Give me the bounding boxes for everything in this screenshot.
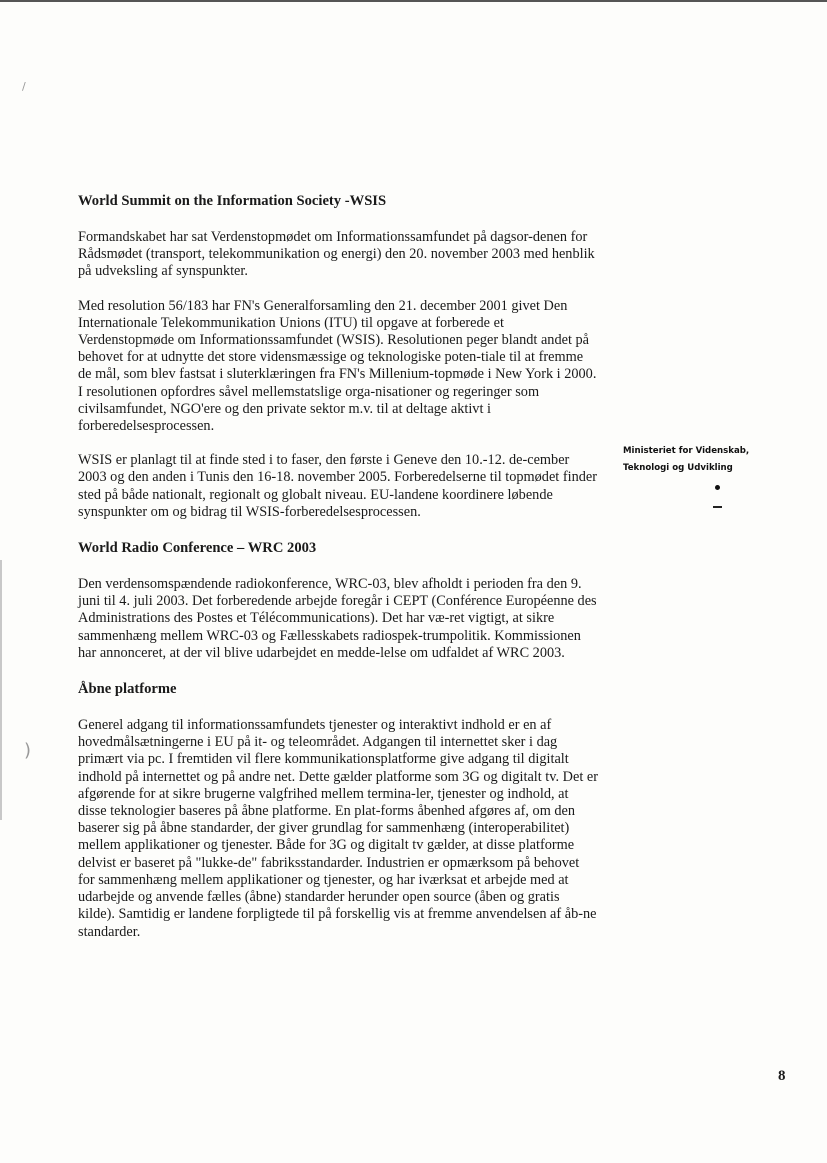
section-wrc [78, 538, 598, 662]
ministry-name-line: Ministeriet for Videnskab, [623, 446, 750, 456]
top-rule [0, 0, 827, 2]
bullet-mark [715, 485, 720, 490]
paragraph: Med resolution 56/183 har FN's Generalforsamling den 21. december 2001 givet Den Internationale Telekommunikation Unions (ITU) til opgave at forberede et Verdenstopmøde om Informationssamfundet (WSIS). Resolutionen peger blandt andet på behovet for at udnytte det store vidensmæssige og teknologiske poten-tiale til at fremme de mål, som blev fastsat i sluterklæringen fra FN's Millenium-topmøde i New York i 2000. I resolutionen opfordres såvel mellemstatslige orga-nisationer og regeringer som civilsamfundet, NGO'ere og den private sektor m.v. til at deltage aktivt i forberedelsesprocessen. [78, 297, 597, 435]
section-heading: Åbne platforme [78, 681, 177, 698]
section-wsis [78, 191, 598, 521]
page-number: 8 [778, 1068, 786, 1084]
section-heading: World Summit on the Information Society -WSIS [78, 193, 387, 209]
scan-mark: / [22, 80, 26, 93]
scan-mark: ) [24, 740, 32, 761]
ministry-sidebar [623, 443, 813, 477]
ministry-name-line: Teknologi og Udvikling [623, 463, 733, 473]
paragraph: Generel adgang til informationssamfundets tjenester og interaktivt indhold er en af hovedmålsætningerne i EU på it- og teleområdet. Adgangen til internettet sker i dag primært via pc. I fremtiden vil flere kommunikationsplatforme give adgang til digitalt indhold på internettet og på andre net. Dette gælder platforme som 3G og digitalt tv. Det er afgørende for at sikre brugerne valgfrihed mellem termina-ler, tjenester og indhold, at disse teknologier baseres på åbne platforme. En plat-forms åbenhed afgøres af, om den baserer sig på åbne standarder, der giver grundlag for sammenhæng (interoperabilitet) mellem applikationer og tjenester. Både for 3G og digitalt tv gælder, at disse platforme delvist er baseret på "lukke-de" fabriksstandarder. Industrien er opmærksom på behovet for sammenhæng mellem applikationer og tjenester, og har iværksat et arbejde med at udarbejde og anvende fælles (åbne) standarder herunder open source (åben og gratis kilde). Samtidig er landene forpligtede til på forskellig vis at fremme anvendelsen af åb-ne standarder. [78, 717, 598, 940]
paragraph: Den verdensomspændende radiokonference, WRC-03, blev afholdt i perioden fra den 9. juni til 4. juli 2003. Det forberedende arbejde foregår i CEPT (Conférence Européenne des Administrations des Postes et Télécommunications). Det har væ-ret vigtigt, at sikre sammenhæng mellem WRC-03 og Fællesskabets radiospek-trumpolitik. Kommissionen har annonceret, at der vil blive udarbejdet en medde-lelse om udfaldet af WRC 2003. [78, 576, 597, 661]
dash-mark [713, 506, 722, 508]
section-open-platforms [78, 679, 598, 941]
document-body [78, 191, 598, 941]
section-heading: World Radio Conference – WRC 2003 [78, 540, 317, 557]
scan-edge-shadow [0, 560, 2, 820]
paragraph: Formandskabet har sat Verdenstopmødet om Informationssamfundet på dagsor-denen for Rådsmødet (transport, telekommunikation og energi) den 20. november 2003 med henblik på udveksling af synspunkter. [78, 229, 595, 280]
paragraph: WSIS er planlagt til at finde sted i to faser, den første i Geneve den 10.-12. de-cember 2003 og den anden i Tunis den 16-18. november 2005. Forberedelserne til topmødet finder sted på både nationalt, regionalt og globalt niveau. EU-landene koordinere løbende synspunkter om og bidrag til WSIS-forberedelsesprocessen. [78, 452, 597, 520]
